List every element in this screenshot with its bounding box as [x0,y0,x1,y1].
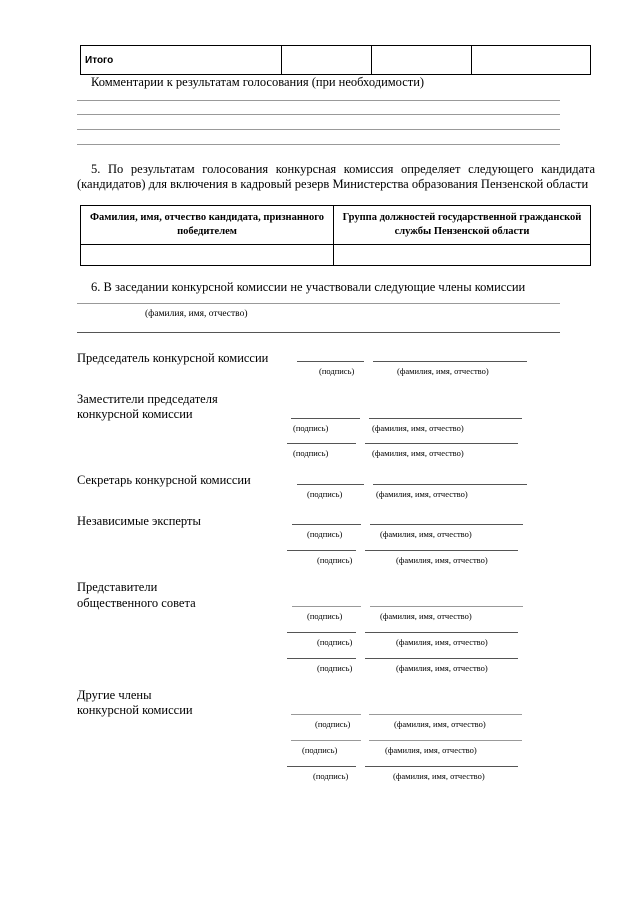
deputy1-name-line[interactable] [369,418,522,419]
deputy2-name-line[interactable] [365,443,518,444]
other2-signature-caption: (подпись) [302,745,338,755]
other3-name-caption: (фамилия, имя, отчество) [393,771,485,781]
public-council-label-1: Представители [77,580,158,594]
deputy2-name-caption: (фамилия, имя, отчество) [372,448,464,458]
totals-cell-1[interactable] [282,46,372,75]
expert1-signature-line[interactable] [292,524,361,525]
secretary-signature-caption: (подпись) [307,489,343,499]
secretary-name-line[interactable] [373,484,527,485]
other1-name-caption: (фамилия, имя, отчество) [394,719,486,729]
public1-name-caption: (фамилия, имя, отчество) [380,611,472,621]
chairman-signature-caption: (подпись) [319,366,355,376]
expert1-signature-caption: (подпись) [307,529,343,539]
deputies-label-2: конкурсной комиссии [77,407,193,421]
other2-signature-line[interactable] [291,740,361,741]
other2-name-caption: (фамилия, имя, отчество) [385,745,477,755]
deputy2-signature-line[interactable] [287,443,356,444]
totals-cell-3[interactable] [472,46,591,75]
public3-name-caption: (фамилия, имя, отчество) [396,663,488,673]
public-council-label-2: общественного совета [77,596,196,610]
comments-line-1[interactable] [77,100,560,101]
experts-label: Независимые эксперты [77,514,201,528]
comments-line-3[interactable] [77,129,560,130]
secretary-name-caption: (фамилия, имя, отчество) [376,489,468,499]
other-members-label-2: конкурсной комиссии [77,703,193,717]
expert2-name-caption: (фамилия, имя, отчество) [396,555,488,565]
deputy1-signature-caption: (подпись) [293,423,329,433]
secretary-label: Секретарь конкурсной комиссии [77,473,251,487]
deputies-label-1: Заместители председателя [77,392,218,406]
other2-name-line[interactable] [369,740,522,741]
absent-line-1[interactable] [77,303,560,304]
candidates-col-name: Фамилия, имя, отчество кандидата, признанного победителем [81,206,334,245]
public1-signature-caption: (подпись) [307,611,343,621]
candidates-col-group: Группа должностей государственной гражданской службы Пензенской области [334,206,591,245]
expert1-name-line[interactable] [370,524,523,525]
other-members-label-1: Другие члены [77,688,152,702]
expert1-name-caption: (фамилия, имя, отчество) [380,529,472,539]
public3-signature-caption: (подпись) [317,663,353,673]
other1-signature-line[interactable] [291,714,361,715]
chairman-name-caption: (фамилия, имя, отчество) [397,366,489,376]
absent-caption: (фамилия, имя, отчество) [145,309,248,319]
candidates-cell-name[interactable] [81,245,334,266]
public2-name-line[interactable] [365,632,518,633]
absent-line-2[interactable] [77,332,560,333]
deputy1-signature-line[interactable] [291,418,360,419]
public1-name-line[interactable] [370,606,523,607]
section5-text: 5. По результатам голосования конкурсная комиссия определяет следующего кандидата (кандидатов) для включения в кадровый резерв Министерства образования Пензенской области [77,162,595,191]
public2-signature-caption: (подпись) [317,637,353,647]
candidates-table [80,205,591,266]
public3-signature-line[interactable] [287,658,356,659]
section6-text: 6. В заседании конкурсной комиссии не участвовали следующие члены комиссии [91,280,526,294]
comments-line-2[interactable] [77,114,560,115]
chairman-name-line[interactable] [373,361,527,362]
chairman-signature-line[interactable] [297,361,364,362]
candidates-cell-group[interactable] [334,245,591,266]
chairman-label: Председатель конкурсной комиссии [77,351,269,365]
totals-table [80,45,591,75]
totals-cell-2[interactable] [372,46,472,75]
public3-name-line[interactable] [365,658,518,659]
deputy2-signature-caption: (подпись) [293,448,329,458]
public2-name-caption: (фамилия, имя, отчество) [396,637,488,647]
comments-line-4[interactable] [77,144,560,145]
other3-signature-caption: (подпись) [313,771,349,781]
deputy1-name-caption: (фамилия, имя, отчество) [372,423,464,433]
other3-signature-line[interactable] [287,766,356,767]
other1-signature-caption: (подпись) [315,719,351,729]
other1-name-line[interactable] [369,714,522,715]
expert2-signature-line[interactable] [287,550,356,551]
expert2-name-line[interactable] [365,550,518,551]
other3-name-line[interactable] [365,766,518,767]
public2-signature-line[interactable] [287,632,356,633]
comments-label: Комментарии к результатам голосования (при необходимости) [91,75,425,89]
totals-row-label: Итого [81,46,282,75]
public1-signature-line[interactable] [292,606,361,607]
secretary-signature-line[interactable] [297,484,364,485]
expert2-signature-caption: (подпись) [317,555,353,565]
